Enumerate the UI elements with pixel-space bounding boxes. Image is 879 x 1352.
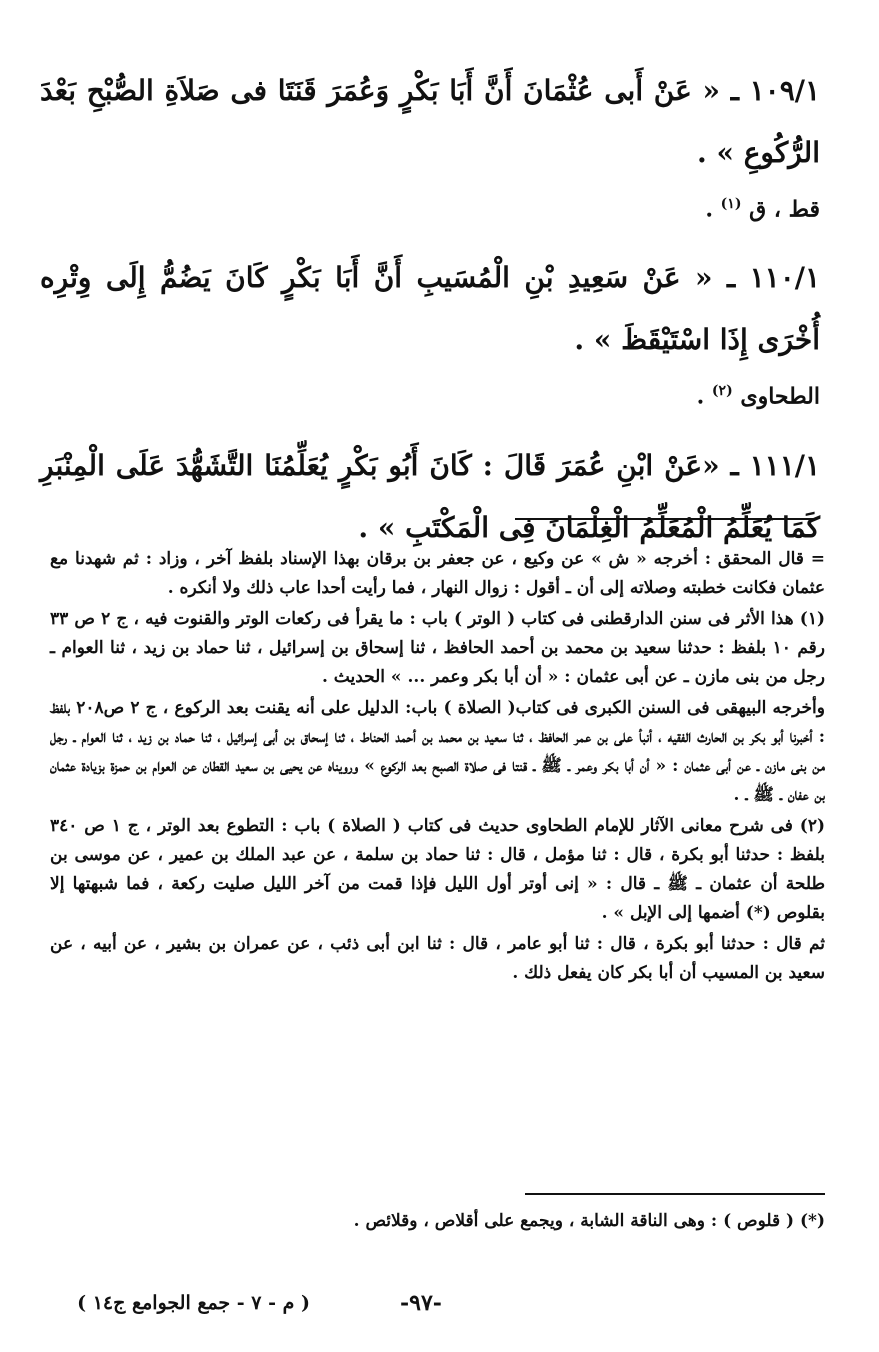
- footnote-continued: = قال المحقق : أخرجه « ش » عن وكيع ، عن جعفر بن برقان بهذا الإسناد بلفظ آخر ، وزاد : ثم شهدنا مع عثمان فكانت خطبته وصلاته إلى أن ـ أقول : زوال النهار ، فما رأيت أحدا عاب ذلك ولا أنكره .: [50, 549, 825, 598]
- footnote-2: (٢) فى شرح معانى الآثار للإمام الطحاوى حديث فى كتاب ( الصلاة ) باب : التطوع بعد الوتر ، ج ١ ص ٣٤٠ بلفظ : حدثنا أبو بكرة ، قال : ثنا مؤمل ، قال : ثنا حماد بن سلمة ، عن عبد الملك بن عمير ، عن موسى بن طلحة أن عثمان ـ ﷺ ـ قال : « إنى أوتر أول الليل فإذا قمت من آخر الليل صليت ركعة ، فما شبهتها إلا بقلوص (*) أضمها إلى الإبل » .: [50, 816, 825, 923]
- book-reference: ( م - ٧ - جمع الجوامع ج١٤ ): [77, 1292, 310, 1314]
- footnote-ref: (٢): [711, 383, 733, 400]
- hadith-source: قط ، ق $^{(١)}$ .: [705, 196, 820, 223]
- hadith-text: « عَنْ أَبى عُثْمَانَ أَنَّ أَبَا بَكْرٍ وَعُمَرَ قَنَتَا فى صَلاَةِ الصُّبْحِ بَعْدَ الرُّكُوعِ » .: [40, 74, 820, 169]
- footnote-1-cont: وأخرجه البيهقى فى السنن الكبرى فى كتاب( الصلاة ) باب: الدليل على أنه يقنت بعد الركوع ، ج ٢ ص٢٠٨ بلفظ : أخبرنا أبو بكر بن الحارث الفقيه ، أنبأ على بن عمر الحافظ ، ثنا سعيد بن محمد بن أحمد الحناط ، ثنا إسحاق بن أبى إسرائيل ، ثنا حماد بن زيد ، ثنا العوام ـ رجل من بنى مازن ـ عن أبى عثمان : « أن أبا بكر وعمر ـ ﷺ ـ قنتا فى صلاة الصبح بعد الركوع » ورويناه عن يحيى بن سعيد القطان عن العوام بن حمزة بزيادة عثمان بن عفان ـ ﷺ ـ .: [50, 698, 825, 805]
- footnote-2-cont: ثم قال : حدثنا أبو بكرة ، قال : ثنا أبو عامر ، قال : ثنا ابن أبى ذئب ، عن عمران بن بشير ، عن أبيه ، عن سعيد بن المسيب أن أبا بكر كان يفعل ذلك .: [50, 934, 825, 983]
- hadith-number: ١٠٩/١: [749, 74, 820, 107]
- hadith-source: الطحاوى $^{(٢)}$ .: [696, 383, 820, 410]
- hadith-111: ١١١/١ ـ «عَنْ ابْنِ عُمَرَ قَالَ : كَانَ أَبُو بَكْرٍ يُعَلِّمُنَا التَّشَهُّدَ عَلَى الْمِنْبَرِ كَمَا يُعَلِّمُ الْمُعَلِّمُ الْغِلْمَانَ فِى الْمَكْتَبِ » .: [40, 448, 820, 544]
- star-note: (*) ( قلوص ) : وهى الناقة الشابة ، ويجمع على أقلاص ، وقلائص .: [353, 1211, 825, 1231]
- star-note-divider: [525, 1193, 825, 1195]
- footnotes: [50, 545, 825, 990]
- footnote-ref: (١): [720, 196, 742, 212]
- hadith-number: ١١٠/١: [749, 261, 820, 295]
- footnote-1: (١) هذا الأثر فى سنن الدارقطنى فى كتاب ( الوتر ) باب : ما يقرأ فى ركعات الوتر والقنوت فيه ، ج ٢ ص ٣٣ رقم ١٠ بلفظ : حدثنا سعيد بن محمد بن أحمد الحافظ ، ثنا إسحاق بن إسرائيل ، ثنا حماد بن زيد ، ثنا العوام ـ رجل من بنى مازن ـ عن أبى عثمان : « أن أبا بكر وعمر ... » الحديث .: [50, 609, 826, 687]
- hadith-110: ١١٠/١ ـ « عَنْ سَعِيدِ بْنِ الْمُسَيبِ أَنَّ أَبَا بَكْرٍ كَانَ يَضُمُّ إِلَى وِتْرِه أُخْرَى إِذَا اسْتَيْقَظَ » .: [40, 261, 820, 357]
- footnote-divider: [515, 518, 815, 520]
- hadith-109: ١٠٩/١ ـ « عَنْ أَبى عُثْمَانَ أَنَّ أَبَا بَكْرٍ وَعُمَرَ قَنَتَا فى صَلاَةِ الصُّبْحِ بَعْدَ الرُّكُوعِ » .: [40, 74, 820, 169]
- main-text: [40, 60, 820, 559]
- hadith-number: ١١١/١: [749, 448, 820, 482]
- hadith-text: « عَنْ سَعِيدِ بْنِ الْمُسَيبِ أَنَّ أَبَا بَكْرٍ كَانَ يَضُمُّ إِلَى وِتْرِه أُخْرَى إِذَا اسْتَيْقَظَ » .: [40, 261, 820, 357]
- hadith-text: «عَنْ ابْنِ عُمَرَ قَالَ : كَانَ أَبُو بَكْرٍ يُعَلِّمُنَا التَّشَهُّدَ عَلَى الْمِنْبَرِ كَمَا يُعَلِّمُ الْمُعَلِّمُ الْغِلْمَانَ فِى الْمَكْتَبِ » .: [40, 448, 820, 544]
- page-number: -٩٧-: [400, 1290, 442, 1316]
- page-footer: [40, 1290, 830, 1320]
